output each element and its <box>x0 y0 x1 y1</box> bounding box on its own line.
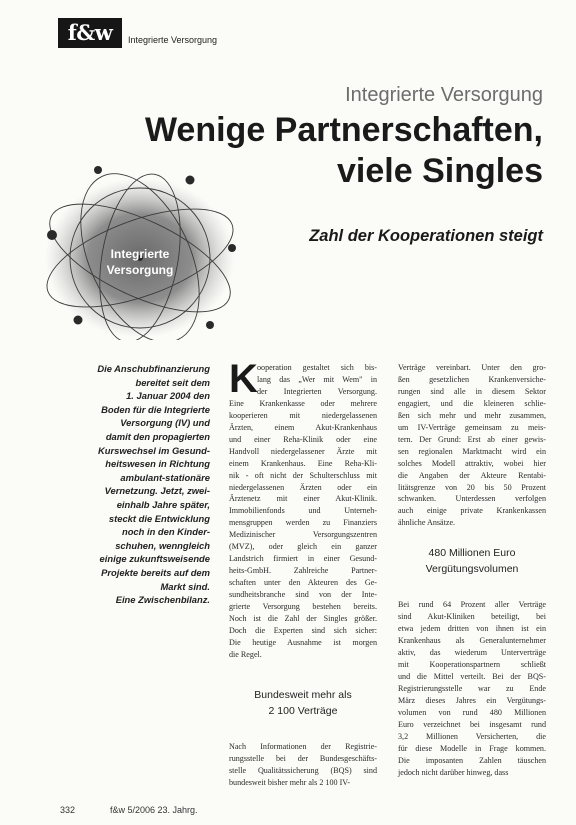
body-line: jedoch nicht darüber hinweg, dass <box>398 767 509 777</box>
article-title <box>73 110 543 192</box>
body-line: lang das „Wer mit Wem" in <box>257 374 377 384</box>
body-line: Immobilienfonds und Unterneh- <box>229 506 377 516</box>
publication-info: f&w 5/2006 23. Jahrg. <box>110 805 198 815</box>
body-line: und einer Reha-Klinik oder eine <box>229 434 377 444</box>
body-line: kooperieren mit niedergelassenen <box>229 410 377 420</box>
body-line: Die imposanten Zahlen täuschen <box>398 755 546 765</box>
body-line: Krankenhaus als Generalunternehmer <box>398 636 546 646</box>
body-line: Die heutige Ausnahme ist morgen <box>229 637 377 647</box>
body-line: Euro verzeichnet bei insgesamt rund <box>398 719 546 729</box>
body-column-1 <box>229 357 377 789</box>
subheading-line: Vergütungsvolumen <box>425 563 519 576</box>
body-line: Ärztenetz mit einer Akut-Klinik. <box>229 494 377 504</box>
body-line: Verträge vereinbart. Unter den gro- <box>398 363 546 372</box>
body-line: die Angaben der Akteure Rentabi- <box>398 470 546 480</box>
teaser-line: noch in den Kinder- <box>121 526 210 538</box>
teaser-line: Kurswechsel im Gesund- <box>97 444 210 456</box>
body-line: niedergelassenen Ärzten oder ein <box>229 482 377 492</box>
subheading-line: Bundesweit mehr als <box>254 688 352 701</box>
article-kicker: Integrierte Versorgung <box>345 84 543 106</box>
body-line: Landstrich firmiert in einer Gesund- <box>229 554 377 564</box>
body-line: März dieses Jahres ein Vergütungs- <box>398 695 546 705</box>
body-line: mensgruppen werden zu Finanziers <box>229 518 377 528</box>
body-line: sind Akut-Kliniken beteiligt, bei <box>398 612 546 622</box>
teaser-line: heitswesen in Richtung <box>105 458 210 470</box>
body-line: ßen sich mehr und mehr zusammen, <box>398 410 546 420</box>
body-line: ooperation gestaltet sich bis- <box>257 363 377 372</box>
title-line-2: viele Singles <box>337 152 543 190</box>
teaser-line: Boden für die Integrierte <box>101 403 210 415</box>
body-line: tern. Der Grund: Erst ab einer gewis- <box>398 434 546 444</box>
body-line: Handvoll niedergelassener Ärzte mit <box>229 446 377 456</box>
body-line: schwanken. Unterdessen verfolgen <box>398 494 546 504</box>
teaser-line: steckt die Entwicklung <box>108 512 210 524</box>
body-line: einem Krankenhaus. Eine Reha-Kli- <box>229 458 377 468</box>
teaser-line: Versorgung (IV) und <box>120 417 210 429</box>
teaser-line: einige zukunftsweisende <box>99 553 210 565</box>
body-line: sundheitsbranche sind von der Inte- <box>229 590 377 600</box>
body-line: Registrierungsstelle war zu Ende <box>398 684 546 694</box>
section-label: Integrierte Versorgung <box>128 35 218 45</box>
body-line: Noch ist die Zahl der Singles größer. <box>229 614 377 624</box>
body-line: Ärzten, einem Akut-Krankenhaus <box>229 422 377 432</box>
body-line: engagiert, und die kleineren schlie- <box>398 398 546 408</box>
teaser-line: Projekte bereits auf dem <box>101 566 210 578</box>
drop-cap: K <box>229 357 258 401</box>
body-line: ßen gesetzlichen Krankenversiche- <box>398 374 546 384</box>
body-line: solches Modell attraktiv, wobei hier <box>398 458 546 468</box>
body-line: für diese Modelle in Frage kommen. <box>398 743 546 753</box>
teaser-line: damit den propagierten <box>105 430 210 442</box>
title-line-1: Wenige Partnerschaften, <box>144 111 543 149</box>
body-line: auch einige private Krankenkassen <box>398 506 546 516</box>
teaser-line: ambulant-stationäre <box>120 471 210 483</box>
publication-logo: f&w <box>58 18 122 48</box>
body-line: um IV-Verträge gemeinsam zu meis- <box>398 422 546 432</box>
body-line: rungen sind alle in diesem Sektor <box>398 386 546 396</box>
body-line: mit Kooperationspartnern schließt <box>398 660 546 670</box>
body-line: aktiv, das wiederum Unterverträge <box>398 648 546 658</box>
body-line: Nach Informationen der Registrie- <box>229 741 377 751</box>
emblem-label-line2: Versorgung <box>106 263 174 277</box>
body-line: der Integrierten Versorgung. <box>257 386 377 396</box>
body-line: sen regionalen Marktmacht wird ein <box>398 446 546 456</box>
page-number: 332 <box>60 805 76 815</box>
article-subtitle: Zahl der Kooperationen steigt <box>309 227 543 245</box>
teaser-line: bereitet seit dem <box>135 376 210 388</box>
body-line: bundesweit bisher mehr als 2 100 IV- <box>229 777 351 787</box>
column-2-paragraph <box>398 599 546 778</box>
body-line: heits-GmbH. Zahlreiche Partner- <box>229 566 377 576</box>
subheading-volume <box>398 545 546 577</box>
body-line: volumen von rund 480 Millionen <box>398 707 546 717</box>
teaser-line: 1. Januar 2004 den <box>126 390 210 402</box>
body-line: Medizinischer Versorgungszentren <box>229 530 377 540</box>
body-line: Bei rund 64 Prozent aller Verträge <box>398 600 546 610</box>
body-line: nik - oft nicht der Schulterschluss mit <box>229 470 377 480</box>
teaser-line: Die Anschubfinanzierung <box>97 363 210 374</box>
body-line: schaften unter den Akteuren des Ge- <box>229 578 377 588</box>
teaser-line: einhalb Jahre später, <box>116 498 210 510</box>
body-line: litätsgrenze von 20 bis 50 Prozent <box>398 482 546 492</box>
body-line: Doch die Experten sind sich sicher: <box>229 625 377 635</box>
body-line: (MVZ), oder gleich ein ganzer <box>229 542 377 552</box>
body-line: Eine Krankenkasse oder mehrere <box>229 398 377 408</box>
body-line: 3,2 Millionen Versicherten, die <box>398 731 546 741</box>
teaser-line: Markt sind. <box>160 580 210 592</box>
article-teaser <box>60 362 210 607</box>
subheading-contracts <box>229 687 377 719</box>
body-line: die Regel. <box>229 649 262 659</box>
teaser-line: schuhen, wenngleich <box>115 539 210 551</box>
column-1-paragraph <box>229 741 377 789</box>
body-line: und die Mittel verteilt. Bei der BQS- <box>398 672 546 682</box>
emblem-label-line1: Integrierte <box>110 247 170 261</box>
body-line: etwa jedem dritten von ihnen ist ein <box>398 624 546 634</box>
body-line: grierte Versorgung bestehen bereits. <box>229 602 377 612</box>
body-line: ähnliche Ansätze. <box>398 518 456 528</box>
teaser-line: Vernetzung. Jetzt, zwei- <box>104 485 210 497</box>
teaser-line: Eine Zwischenbilanz. <box>115 594 210 606</box>
subheading-line: 2 100 Verträge <box>268 704 338 717</box>
column-2-paragraph <box>398 362 546 529</box>
body-line: rungsstelle bei der Bundesgeschäfts- <box>229 753 377 763</box>
body-column-2 <box>398 362 546 779</box>
subheading-line: 480 Millionen Euro <box>428 547 516 560</box>
column-1-paragraph <box>229 357 377 661</box>
body-line: stelle Qualitätssicherung (BQS) sind <box>229 765 377 775</box>
